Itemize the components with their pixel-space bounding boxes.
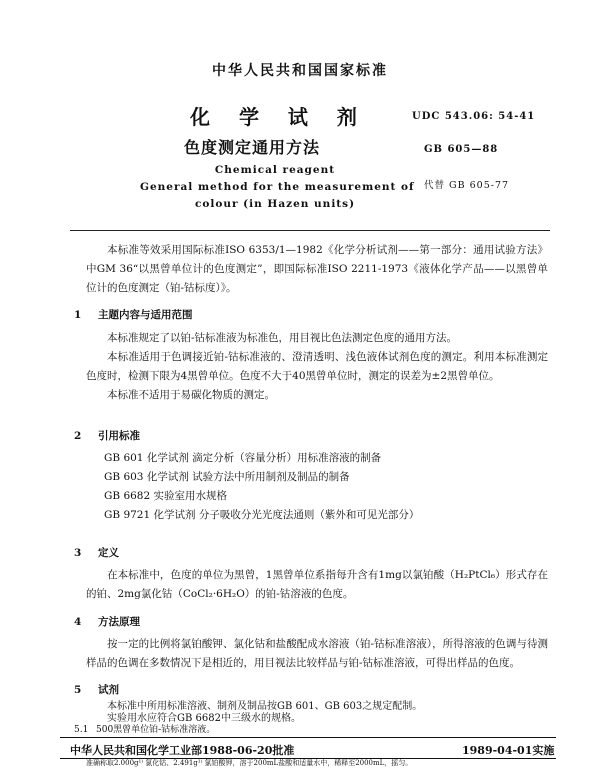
section-1-paragraph-2: 本标准适用于色调接近铂-钴标准液的、澄清透明、浅色液体试剂色度的测定。利用本标准测定色度时，检测下限为4黑曾单位。色度不大于40黑曾单位时，测定的误差为±2黑曾单位。: [86, 351, 548, 382]
gb-code: GB 605—88: [424, 144, 499, 155]
section-2-title: 引用标准: [98, 430, 140, 442]
reference-item: GB 9721 化学试剂 分子吸收分光光度法通则（紫外和可见光部分）: [104, 509, 420, 521]
footer-divider: [60, 737, 556, 738]
document-title: 化 学 试 剂: [190, 105, 368, 129]
section-1-title: 主题内容与适用范围: [98, 309, 193, 321]
section-5-title: 试剂: [98, 684, 119, 696]
section-4-title: 方法原理: [98, 616, 140, 628]
subsection-5-1-paragraph: 准确称取2.000g¹⁾ 氯化钴、2.491g¹⁾ 氯铂酸钾，溶于200mL盐酸和适量水中，稀释至2000mL，摇匀。: [86, 759, 413, 767]
national-standard-title: 中华人民共和国国家标准: [212, 63, 388, 79]
section-1-number: 1: [74, 309, 82, 321]
section-5-number: 5: [74, 684, 82, 696]
section-1-paragraph-3: 本标准不适用于易碳化物质的测定。: [107, 389, 275, 401]
english-title-line-3: colour (in Hazen units): [194, 198, 356, 210]
section-4-paragraph: 按一定的比例将氯铂酸钾、氯化钴和盐酸配成水溶液（铂-钴标准溶液），所得溶液的色调与待测样品的色调在多数情况下是相近的，用目视法比较样品与铂-钴标准溶液，可得出样品的色度。: [86, 638, 548, 669]
section-2-heading: [74, 428, 140, 443]
section-3-number: 3: [74, 547, 82, 559]
english-title-line-1: Chemical reagent: [214, 164, 336, 176]
reference-item: GB 601 化学试剂 滴定分析（容量分析）用标准溶液的制备: [104, 452, 382, 464]
replaces-standard: 代替 GB 605-77: [424, 180, 510, 191]
section-1-heading: [74, 307, 193, 322]
section-3-paragraph: 在本标准中，色度的单位为黑曾，1黑曾单位系指每升含有1mg以氯铂酸（H₂PtCl₆）形式存在的铂、2mg氯化钴（CoCl₂·6H₂O）的铂-钴溶液的色度。: [86, 569, 548, 600]
udc-code: UDC 543.06: 54-41: [412, 111, 536, 122]
english-title-line-2: General method for the measurement of: [140, 181, 415, 193]
section-5-paragraph-1: 本标准中所用标准溶液、制剂及制品按GB 601、GB 603之规定配制。: [107, 701, 423, 712]
section-4-heading: [74, 614, 140, 629]
document-subtitle: 色度测定通用方法: [184, 138, 321, 157]
subsection-5-1-title: 500黑曾单位铂-钴标准溶液。: [96, 725, 216, 735]
section-3-title: 定义: [98, 547, 119, 559]
section-2-number: 2: [74, 430, 82, 442]
header-divider: [70, 230, 550, 231]
section-5-heading: [74, 682, 119, 697]
section-4-number: 4: [74, 616, 82, 628]
reference-item: GB 603 化学试剂 试验方法中所用制剂及制品的制备: [104, 471, 350, 483]
subsection-5-1: [74, 725, 215, 736]
section-1-paragraph-1: 本标准规定了以铂-钴标准液为标准色，用目视比色法测定色度的通用方法。: [107, 332, 458, 344]
section-3-heading: [74, 545, 119, 560]
subsection-5-1-number: 5.1: [74, 725, 89, 735]
approval-line: 中华人民共和国化学工业部1988-06-20批准: [70, 744, 295, 757]
intro-paragraph: 本标准等效采用国际标准ISO 6353/1—1982《化学分析试剂——第一部分：通用试验方法》中GM 36“以黑曾单位计的色度测定”，即国际标准ISO 2211-1973《液体化学产品——以黑曾单位计的色度测定（铂-钴标度）》。: [86, 244, 548, 294]
reference-item: GB 6682 实验室用水规格: [104, 490, 228, 502]
effective-date: 1989-04-01实施: [462, 744, 555, 757]
section-5-paragraph-2: 实验用水应符合GB 6682中三级水的规格。: [107, 713, 301, 724]
